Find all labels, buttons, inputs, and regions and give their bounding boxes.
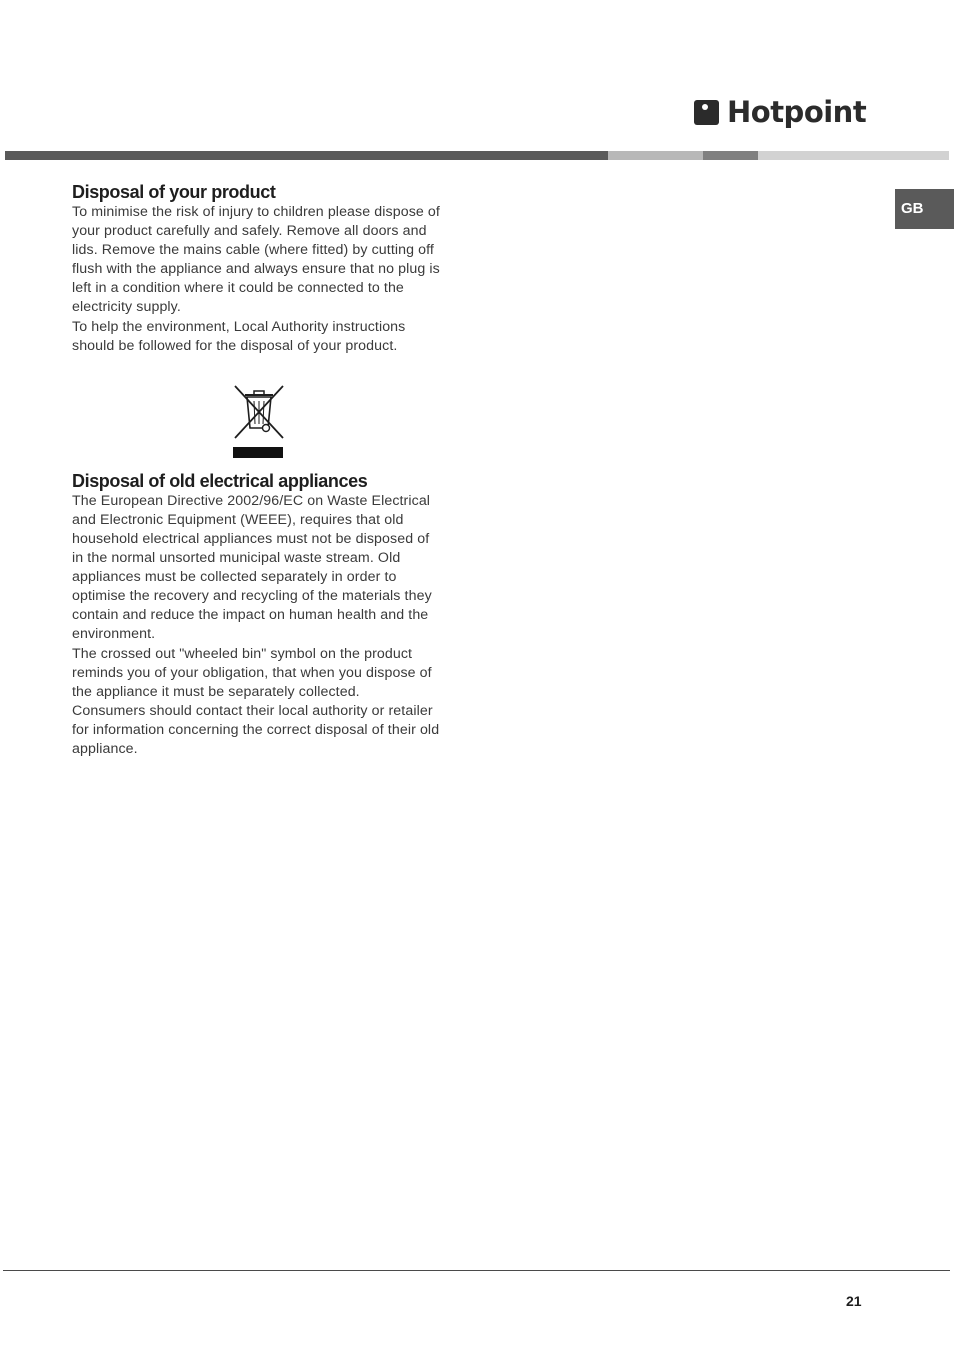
footer-divider	[3, 1270, 950, 1271]
section-paragraph: Consumers should contact their local authority or retailer for information concerning the correct disposal of their old appliance.	[72, 702, 440, 757]
section-disposal-product	[72, 181, 444, 356]
language-tab: GB	[895, 189, 954, 229]
header-bar-segment-mid	[703, 151, 758, 160]
header-bar-segment-dark	[5, 151, 608, 160]
section-heading: Disposal of old electrical appliances	[72, 470, 368, 491]
header-bar-segment-lightest	[758, 151, 949, 160]
main-content	[72, 181, 444, 759]
brand-name: Hotpoint	[727, 94, 867, 129]
section-paragraph: The crossed out "wheeled bin" symbol on the product reminds you of your obligation, that when you dispose of the appliance it must be separately collected.	[72, 645, 432, 700]
hotpoint-logo-icon	[694, 100, 719, 125]
weee-symbol	[72, 382, 444, 462]
header-bar-segment-light	[608, 151, 703, 160]
page-number: 21	[846, 1293, 862, 1309]
section-paragraph: To minimise the risk of injury to children please dispose of your product carefully and safely. Remove all doors and lids. Remove the mains cable (where fitted) by cutting off flush with the appliance and always ensure that no plug is left in a condition where it could be connected to the electricity supply.	[72, 204, 440, 316]
section-paragraph: The European Directive 2002/96/EC on Waste Electrical and Electronic Equipment (WEEE), requires that old household electrical appliances must not be disposed of in the normal unsorted municipal waste stream. Old appliances must be collected separately in order to optimise the recovery and recycling of the materials they contain and reduce the impact on human health and the environment.	[72, 492, 432, 643]
section-paragraph: To help the environment, Local Authority instructions should be followed for the disposal of your product.	[72, 318, 406, 354]
crossed-out-wheeled-bin-icon	[232, 382, 286, 458]
brand-logo	[694, 94, 866, 130]
section-disposal-electrical	[72, 470, 444, 759]
section-heading: Disposal of your product	[72, 182, 276, 202]
